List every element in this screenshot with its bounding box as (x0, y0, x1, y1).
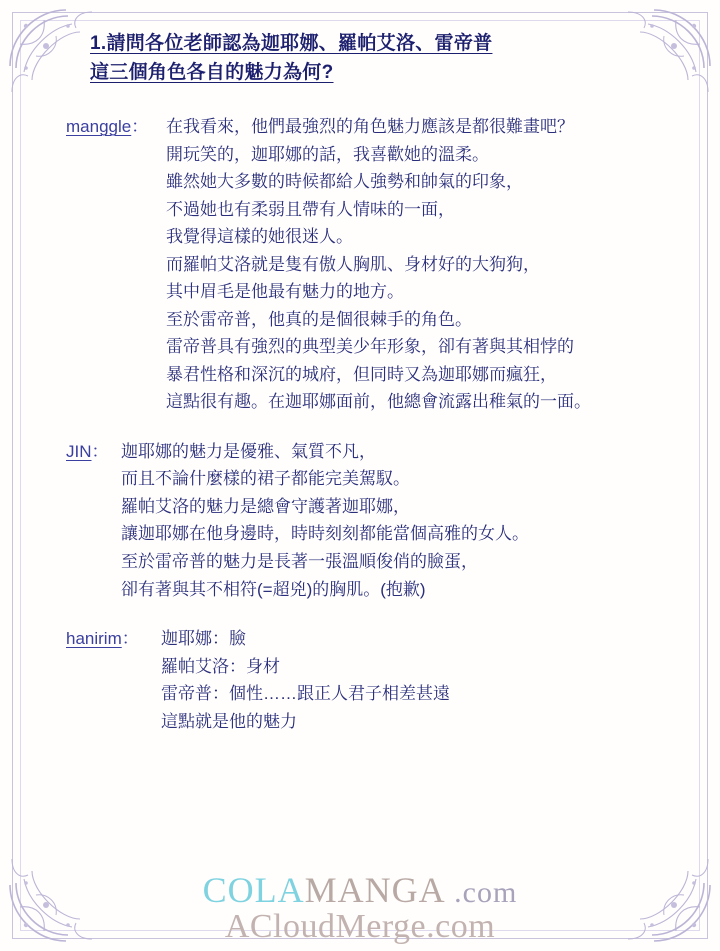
watermark (0, 869, 720, 946)
answer-line: 羅帕艾洛的魅力是總會守護著迦耶娜， (121, 496, 410, 516)
question-line-1: 1.請問各位老師認為迦耶娜、羅帕艾洛、雷帝普 (90, 33, 493, 54)
speaker-label-hanirim (66, 625, 161, 653)
speaker-name: hanirim (66, 629, 122, 649)
answer-line: 至於雷帝普，他真的是個很棘手的角色。 (166, 309, 472, 329)
speaker-separator: ： (121, 629, 139, 649)
answer-line: 這點就是他的魅力 (161, 711, 297, 731)
page-content (56, 24, 668, 757)
answer-line: 開玩笑的，迦耶娜的話，我喜歡她的溫柔。 (166, 144, 489, 164)
answer-block-hanirim (66, 625, 668, 735)
answer-text-manggle (166, 113, 668, 416)
answer-line: 迦耶娜的魅力是優雅、氣質不凡， (121, 441, 376, 461)
answer-line: 這點很有趣。在迦耶娜面前，他總會流露出稚氣的一面。 (166, 392, 591, 412)
answer-line: 其中眉毛是他最有魅力的地方。 (166, 282, 404, 302)
answer-line: 而羅帕艾洛就是隻有傲人胸肌、身材好的大狗狗， (166, 254, 540, 274)
answer-line: 而且不論什麼樣的裙子都能完美駕馭。 (121, 469, 410, 489)
answer-line: 迦耶娜：臉 (161, 629, 246, 649)
answer-line: 雷帝普：個性……跟正人君子相差甚遠 (161, 684, 450, 704)
answer-line: 我覺得這樣的她很迷人。 (166, 227, 353, 247)
answer-block-manggle (66, 113, 668, 416)
speaker-label-manggle (66, 113, 166, 141)
watermark-cola: COLA (202, 869, 305, 910)
answer-line: 雷帝普具有強烈的典型美少年形象，卻有著與其相悖的 (166, 337, 574, 357)
answers-list (66, 113, 668, 735)
watermark-line-2: ACloudMerge.com (224, 908, 496, 946)
speaker-name: manggle (66, 117, 132, 136)
answer-block-jin (66, 438, 668, 603)
answer-line: 在我看來，他們最強烈的角色魅力應該是都很難畫吧？ (166, 117, 574, 136)
ornament-corner-bottom-left (6, 837, 114, 945)
question-line-2: 這三個角色各自的魅力為何? (90, 61, 334, 83)
answer-line: 雖然她大多數的時候都給人強勢和帥氣的印象， (166, 172, 523, 192)
answer-text-hanirim (161, 625, 668, 735)
speaker-name: JIN (66, 441, 92, 461)
answer-text-jin (121, 438, 668, 603)
watermark-line-1 (0, 869, 720, 910)
answer-line: 羅帕艾洛：身材 (161, 656, 280, 676)
answer-line: 卻有著與其不相符(=超兇)的胸肌。(抱歉) (121, 579, 426, 599)
speaker-label-jin (66, 438, 121, 466)
answer-line: 不過她也有柔弱且帶有人情味的一面， (166, 199, 455, 219)
answer-line: 暴君性格和深沉的城府，但同時又為迦耶娜而瘋狂， (166, 364, 557, 384)
answer-line: 讓迦耶娜在他身邊時，時時刻刻都能當個高雅的女人。 (121, 524, 529, 544)
answer-line: 至於雷帝普的魅力是長著一張溫順俊俏的臉蛋， (121, 551, 478, 571)
speaker-separator: ： (91, 441, 109, 461)
question-heading (90, 30, 630, 87)
ornament-corner-bottom-right (606, 837, 714, 945)
speaker-separator: ： (131, 117, 149, 136)
watermark-dotcom: .com (445, 875, 518, 909)
watermark-manga: MANGA (304, 869, 446, 910)
